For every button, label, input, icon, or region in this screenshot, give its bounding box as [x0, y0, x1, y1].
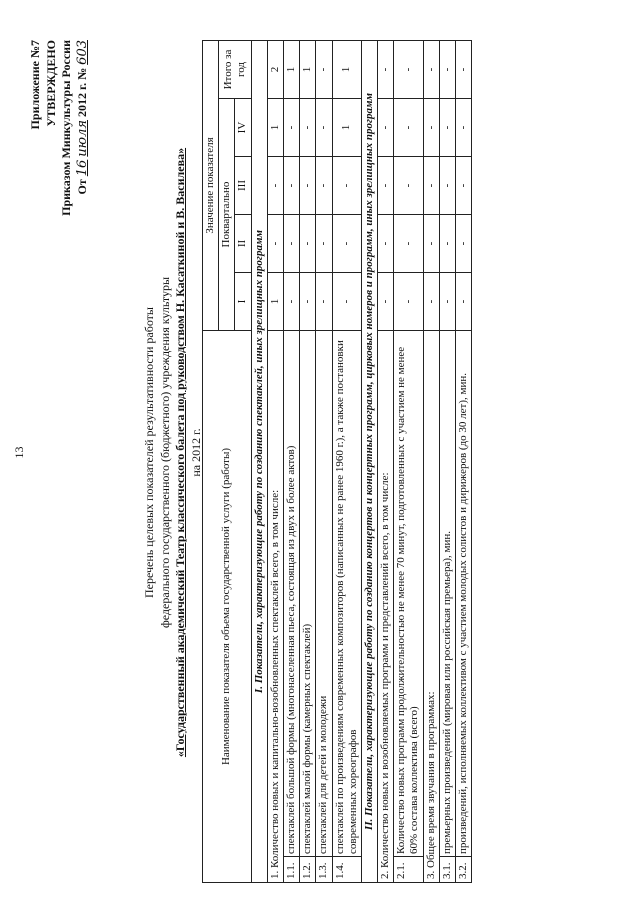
- value-q3: -: [332, 157, 361, 215]
- date-day: 16: [74, 159, 90, 177]
- value-q2: -: [283, 215, 299, 273]
- table-row: [456, 40, 472, 882]
- row-number: 1.: [268, 870, 281, 879]
- value-q2: -: [300, 215, 316, 273]
- order-date-line: [75, 40, 92, 216]
- value-q2: -: [439, 215, 455, 273]
- table-row: [332, 40, 361, 882]
- table-row: [378, 40, 394, 882]
- value-q4: -: [439, 99, 455, 157]
- value-total: -: [394, 40, 423, 98]
- value-q2: -: [332, 215, 361, 273]
- value-q4: -: [456, 99, 472, 157]
- value-q1: -: [439, 273, 455, 331]
- table-row: [423, 40, 439, 882]
- page-number: 13: [12, 446, 26, 459]
- header-q2: II: [235, 215, 251, 273]
- row-number: 1.3.: [316, 857, 332, 883]
- row-number: 1.2.: [300, 857, 316, 883]
- value-q2: -: [267, 215, 283, 273]
- value-q1: -: [332, 273, 361, 331]
- value-total: -: [456, 40, 472, 98]
- value-q4: -: [316, 99, 332, 157]
- document-title: [142, 80, 204, 825]
- section-2-row: [361, 40, 377, 882]
- value-q3: -: [456, 157, 472, 215]
- section-2-title: II. Показатели, характеризующие работу по созданию концертов и концертных программ, цирковых номеров и программ, иных зрелищных программ: [361, 40, 377, 882]
- appendix-label: Приложение №7: [28, 40, 42, 130]
- header-value: Значение показателя: [203, 40, 219, 330]
- row-label: спектаклей для детей и молодежи: [316, 331, 332, 857]
- table-row: [283, 40, 299, 882]
- value-q2: -: [316, 215, 332, 273]
- value-q3: -: [423, 157, 439, 215]
- value-q1: -: [423, 273, 439, 331]
- value-q3: -: [267, 157, 283, 215]
- indicators-table: [202, 40, 472, 883]
- value-q3: -: [394, 157, 423, 215]
- value-total: 1: [300, 40, 316, 98]
- row-label: спектаклей малой формы (камерных спектаклей): [300, 331, 316, 857]
- value-q4: -: [378, 99, 394, 157]
- value-total: 2: [267, 40, 283, 98]
- row-name: [378, 331, 394, 883]
- date-month: июля: [74, 119, 90, 157]
- header-q3: III: [235, 157, 251, 215]
- value-total: -: [439, 40, 455, 98]
- row-label: Количество новых и капитально-возобновленных спектаклей всего, в том числе:: [268, 489, 281, 868]
- row-name: [423, 331, 439, 883]
- value-q4: 1: [267, 99, 283, 157]
- row-number: 2.: [379, 870, 392, 879]
- row-label: произведений, исполняемых коллективом с участием молодых солистов и дирижеров (до 30 лет), мин.: [456, 331, 472, 857]
- approved-stamp: УТВЕРЖДЕНО: [43, 40, 58, 127]
- value-q1: -: [300, 273, 316, 331]
- table-row: [394, 40, 423, 882]
- header-quarterly: Поквартально: [219, 99, 235, 331]
- header-q4: IV: [235, 99, 251, 157]
- value-q3: -: [316, 157, 332, 215]
- value-q1: -: [456, 273, 472, 331]
- value-q2: -: [394, 215, 423, 273]
- value-q4: -: [394, 99, 423, 157]
- row-number: 3.1.: [439, 857, 455, 883]
- value-q3: -: [283, 157, 299, 215]
- table-row: [267, 40, 283, 882]
- value-q4: 1: [332, 99, 361, 157]
- order-line: Приказом Минкультуры России: [59, 40, 74, 216]
- table-row: [300, 40, 316, 882]
- title-line-4: на 2012 г.: [188, 428, 203, 477]
- row-label: Количество новых программ продолжительностью не менее 70 минут, подготовленных с участием не менее 60% состава коллектива (всего): [394, 331, 423, 857]
- row-number: 3.2.: [456, 857, 472, 883]
- value-q1: -: [316, 273, 332, 331]
- value-q2: -: [423, 215, 439, 273]
- value-q3: -: [439, 157, 455, 215]
- row-name: [267, 331, 283, 883]
- date-year: 2012 г. №: [74, 67, 89, 117]
- header-name: Наименование показателя объема государственной услуги (работы): [203, 331, 252, 883]
- table-row: [316, 40, 332, 882]
- value-q1: -: [283, 273, 299, 331]
- title-line-1: Перечень целевых показателей результативности работы: [142, 307, 156, 598]
- value-q4: -: [423, 99, 439, 157]
- row-label: спектаклей по произведениям современных композиторов (написанных не ранее 1960 г.), а также постановки современных хореографов: [332, 331, 361, 857]
- value-q2: -: [456, 215, 472, 273]
- header-total: Итого за год: [219, 40, 251, 98]
- value-total: -: [423, 40, 439, 98]
- row-label: спектаклей большой формы (многонаселенная пьеса, состоящая из двух и более актов): [283, 331, 299, 857]
- value-q1: -: [394, 273, 423, 331]
- section-1-title: I. Показатели, характеризующие работу по созданию спектаклей, иных зрелищных программ: [251, 40, 267, 882]
- row-number: 1.1.: [283, 857, 299, 883]
- row-label: Общее время звучания в программах:: [424, 691, 437, 868]
- row-label: Количество новых и возобновляемых программ и представлений всего, в том числе:: [379, 472, 392, 868]
- value-q1: 1: [267, 273, 283, 331]
- value-total: 1: [283, 40, 299, 98]
- row-label: премьерных произведений (мировая или российская премьера), мин.: [439, 331, 455, 857]
- value-q4: -: [283, 99, 299, 157]
- title-line-3: «Государственный академический Театр классического балета под руководством Н. Касаткиной и В. Василева»: [173, 147, 188, 758]
- title-line-2: федерального государственного (бюджетного) учреждения культуры: [157, 276, 172, 629]
- row-number: 1.4.: [332, 857, 361, 883]
- value-q2: -: [378, 215, 394, 273]
- row-number: 3.: [424, 870, 437, 879]
- row-number: 2.1.: [394, 857, 423, 883]
- value-total: -: [316, 40, 332, 98]
- date-prefix: От: [74, 179, 89, 195]
- value-total: 1: [332, 40, 361, 98]
- header-q1: I: [235, 273, 251, 331]
- section-1-row: [251, 40, 267, 882]
- approval-block: [28, 40, 92, 216]
- order-number: 603: [74, 40, 90, 65]
- value-q1: -: [378, 273, 394, 331]
- value-total: -: [378, 40, 394, 98]
- value-q4: -: [300, 99, 316, 157]
- value-q3: -: [300, 157, 316, 215]
- table-row: [439, 40, 455, 882]
- value-q3: -: [378, 157, 394, 215]
